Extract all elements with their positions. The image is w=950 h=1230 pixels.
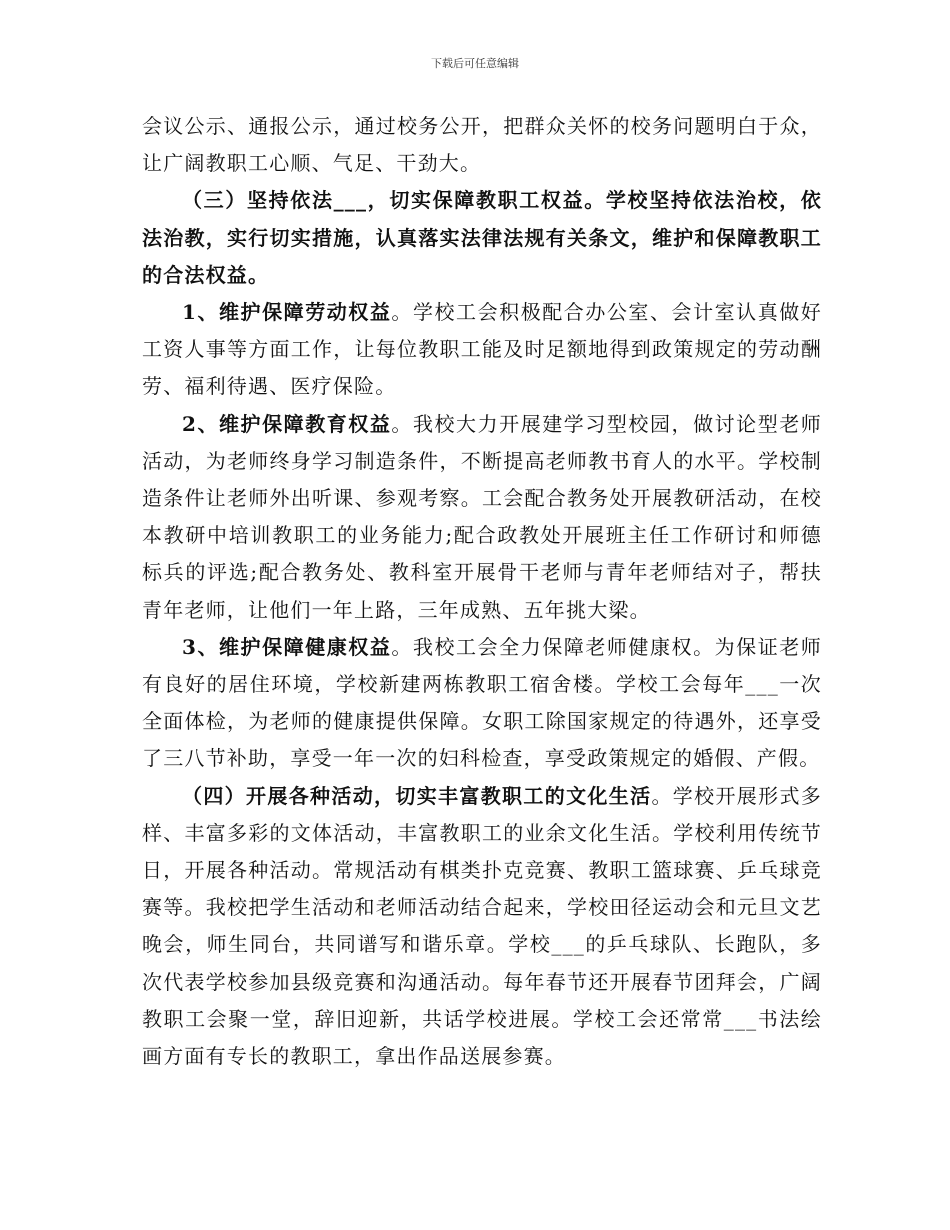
- paragraph-3-text: 。学校工会积极配合办公室、会计室认真做好工资人事等方面工作，让每位教职工能及时足额地得到政策规定的劳动酬劳、福利待遇、医疗保险。: [142, 300, 823, 399]
- paragraph-1: 会议公示、通报公示，通过校务公开，把群众关怀的校务问题明白于众，让广阔教职工心顺、气足、干劲大。: [142, 114, 822, 176]
- header-note: 下载后可任意编辑: [431, 57, 519, 70]
- paragraph-6: [142, 778, 822, 1076]
- paragraph-4: [142, 406, 822, 629]
- paragraph-2-heading: （三）坚持依法___，切实保障教职工权益。学校坚持依法治校，依法治教，实行切实措施，认真落实法律法规有关条文，维护和保障教职工的合法权益。: [142, 188, 822, 287]
- paragraph-3: [142, 294, 822, 406]
- paragraph-4-heading: 2、维护保障教育权益: [182, 411, 392, 436]
- paragraph-4-text: 。我校大力开展建学习型校园，做讨论型老师活动，为老师终身学习制造条件，不断提高老师教书育人的水平。学校制造条件让老师外出听课、参观考察。工会配合教务处开展教研活动，在校本教研中培训教职工的业务能力;配合政教处开展班主任工作研讨和师德标兵的评选;配合教务处、教科室开展骨干老师与青年老师结对子，帮扶青年老师，让他们一年上路，三年成熟、五年挑大梁。: [142, 411, 823, 622]
- paragraph-5-heading: 3、维护保障健康权益: [182, 634, 392, 659]
- paragraph-5: [142, 629, 822, 778]
- paragraph-6-text: 。学校开展形式多样、丰富多彩的文体活动，丰富教职工的业余文化生活。学校利用传统节日，开展各种活动。常规活动有棋类扑克竞赛、教职工篮球赛、乒乓球竞赛等。我校把学生活动和老师活动结合起来，学校田径运动会和元旦文艺晚会，师生同台，共同谱写和谐乐章。学校___的乒乓球队、长跑队，多次代表学校参加县级竞赛和沟通活动。每年春节还开展春节团拜会，广阔教职工会聚一堂，辞旧迎新，共话学校进展。学校工会还常常___书法绘画方面有专长的教职工，拿出作品送展参赛。: [142, 783, 822, 1069]
- document-body: [142, 108, 822, 1075]
- paragraph-3-heading: 1、维护保障劳动权益: [182, 300, 392, 325]
- paragraph-6-heading: （四）开展各种活动，切实丰富教职工的文化生活: [182, 783, 652, 808]
- paragraph-5-text: 。我校工会全力保障老师健康权。为保证老师有良好的居住环境，学校新建两栋教职工宿舍楼。学校工会每年___一次全面体检，为老师的健康提供保障。女职工除国家规定的待遇外，还享受了三八节补助，享受一年一次的妇科检查，享受政策规定的婚假、产假。: [142, 634, 823, 771]
